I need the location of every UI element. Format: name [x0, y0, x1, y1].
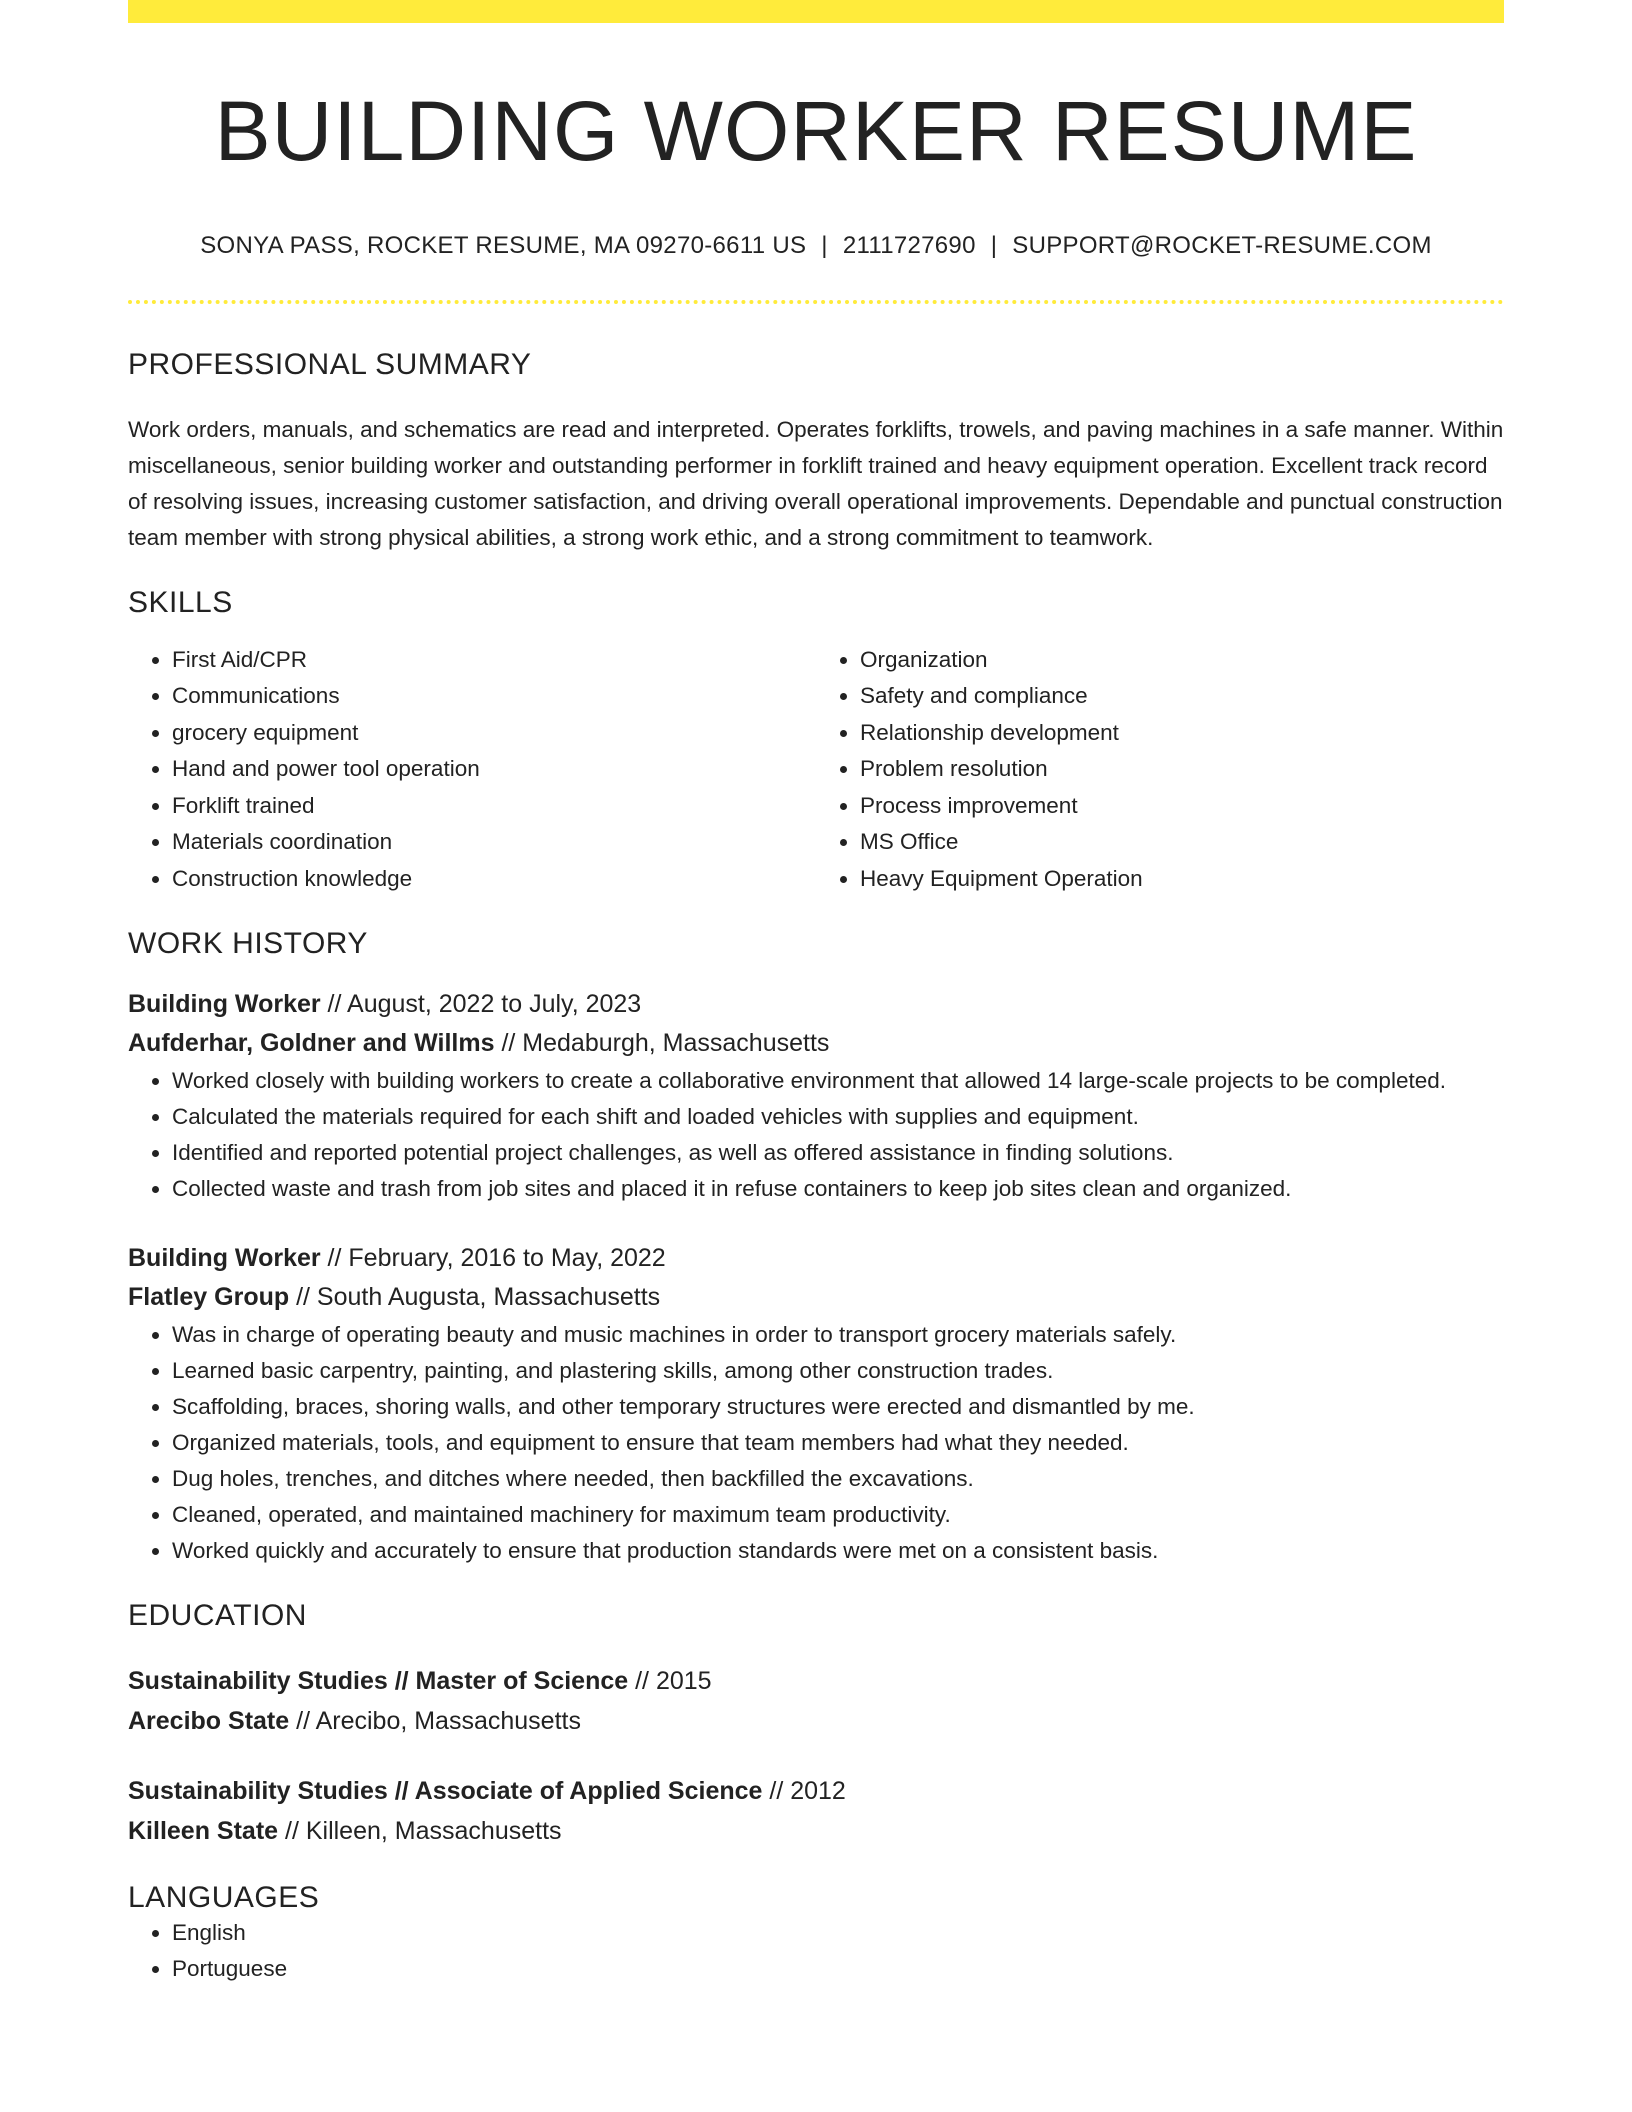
- languages-heading: LANGUAGES: [128, 1881, 320, 1915]
- job-title-line: [128, 1239, 1504, 1277]
- job-location: // South Augusta, Massachusetts: [289, 1283, 661, 1312]
- skill-item: • Forklift trained: [172, 788, 816, 825]
- language-item: • Portuguese: [172, 1951, 1504, 1987]
- education-year: // 2015: [628, 1667, 712, 1696]
- education-entry: [128, 1661, 1504, 1741]
- contact-email: SUPPORT@ROCKET-RESUME.COM: [1012, 231, 1432, 259]
- contact-line: [128, 232, 1504, 260]
- contact-separator: |: [821, 231, 828, 259]
- education-degree: Sustainability Studies // Associate of Applied Science: [128, 1777, 763, 1806]
- job-bullets: [128, 1063, 1504, 1207]
- education-degree: Sustainability Studies // Master of Science: [128, 1667, 629, 1696]
- job-bullet: • Learned basic carpentry, painting, and plastering skills, among other construction trades.: [172, 1353, 1504, 1389]
- education-school: Killeen State: [128, 1817, 279, 1846]
- skills-heading: SKILLS: [128, 585, 233, 619]
- contact-phone: 2111727690: [842, 231, 976, 259]
- job-title-line: [128, 985, 1504, 1023]
- skill-item: • First Aid/CPR: [172, 642, 816, 679]
- job-bullet: • Cleaned, operated, and maintained machinery for maximum team productivity.: [172, 1497, 1504, 1533]
- job-title: Building Worker: [128, 990, 321, 1019]
- education-school: Arecibo State: [128, 1707, 290, 1736]
- languages-list: [128, 1915, 1504, 1987]
- job-company: Aufderhar, Goldner and Willms: [128, 1029, 495, 1058]
- job-bullet: • Dug holes, trenches, and ditches where needed, then backfilled the excavations.: [172, 1461, 1504, 1497]
- summary-heading: PROFESSIONAL SUMMARY: [128, 347, 532, 381]
- skill-item: • Materials coordination: [172, 824, 816, 861]
- job-bullet: • Collected waste and trash from job sites and placed it in refuse containers to keep job sites clean and organized.: [172, 1171, 1504, 1207]
- education-school-line: [128, 1811, 1504, 1851]
- job-title: Building Worker: [128, 1244, 321, 1273]
- education-school-line: [128, 1701, 1504, 1741]
- job-bullets: [128, 1317, 1504, 1569]
- skills-right-column: [816, 642, 1504, 898]
- skill-item: • MS Office: [860, 824, 1504, 861]
- contact-address: SONYA PASS, ROCKET RESUME, MA 09270-6611 US: [200, 231, 807, 259]
- skill-item: • Safety and compliance: [860, 678, 1504, 715]
- skill-item: • Construction knowledge: [172, 861, 816, 898]
- education-location: // Killeen, Massachusetts: [278, 1817, 562, 1846]
- language-item: • English: [172, 1915, 1504, 1951]
- education-heading: EDUCATION: [128, 1599, 307, 1633]
- job-company: Flatley Group: [128, 1283, 290, 1312]
- education-entry: [128, 1771, 1504, 1851]
- job-bullet: • Worked quickly and accurately to ensure that production standards were met on a consistent basis.: [172, 1533, 1504, 1569]
- resume-title: BUILDING WORKER RESUME: [214, 84, 1418, 178]
- education-location: // Arecibo, Massachusetts: [289, 1707, 581, 1736]
- skill-item: • Organization: [860, 642, 1504, 679]
- education-degree-line: [128, 1661, 1504, 1701]
- summary-text: Work orders, manuals, and schematics are read and interpreted. Operates forklifts, trowels, and paving machines in a safe manner. Within miscellaneous, senior building worker and outstanding performer in forklift trained and heavy equipment operation. Excellent track record of resolving issues, increasing customer satisfaction, and driving overall operational improvements. Dependable and punctual construction team member with strong physical abilities, a strong work ethic, and a strong commitment to teamwork.: [128, 416, 1504, 550]
- skill-item: • Heavy Equipment Operation: [860, 861, 1504, 898]
- job-bullet: • Was in charge of operating beauty and music machines in order to transport grocery materials safely.: [172, 1317, 1504, 1353]
- resume-page: [128, 0, 1504, 1987]
- skill-item: • Process improvement: [860, 788, 1504, 825]
- job-bullet: • Identified and reported potential project challenges, as well as offered assistance in finding solutions.: [172, 1135, 1504, 1171]
- contact-separator: |: [990, 231, 998, 259]
- skill-item: • Relationship development: [860, 715, 1504, 752]
- job-bullet: • Organized materials, tools, and equipment to ensure that team members had what they needed.: [172, 1425, 1504, 1461]
- job-entry: [128, 1239, 1504, 1569]
- accent-bar: [128, 0, 1504, 23]
- education-degree-line: [128, 1771, 1504, 1811]
- job-company-line: [128, 1023, 1504, 1063]
- job-bullet: • Calculated the materials required for each shift and loaded vehicles with supplies and equipment.: [172, 1099, 1504, 1135]
- job-dates: // August, 2022 to July, 2023: [320, 990, 642, 1019]
- skills-left-column: [128, 642, 816, 898]
- job-location: // Medaburgh, Massachusetts: [494, 1029, 830, 1058]
- job-company-line: [128, 1277, 1504, 1317]
- skill-item: • grocery equipment: [172, 715, 816, 752]
- job-bullet: • Scaffolding, braces, shoring walls, and other temporary structures were erected and dismantled by me.: [172, 1389, 1504, 1425]
- job-dates: // February, 2016 to May, 2022: [320, 1244, 666, 1273]
- education-year: // 2012: [762, 1777, 846, 1806]
- skill-item: • Hand and power tool operation: [172, 751, 816, 788]
- skill-item: • Problem resolution: [860, 751, 1504, 788]
- job-entry: [128, 985, 1504, 1207]
- job-bullet: • Worked closely with building workers to create a collaborative environment that allowed 14 large-scale projects to be completed.: [172, 1063, 1504, 1099]
- dotted-divider: [128, 300, 1504, 304]
- skills-grid: [128, 642, 1504, 898]
- work-history-heading: WORK HISTORY: [128, 927, 368, 961]
- skill-item: • Communications: [172, 678, 816, 715]
